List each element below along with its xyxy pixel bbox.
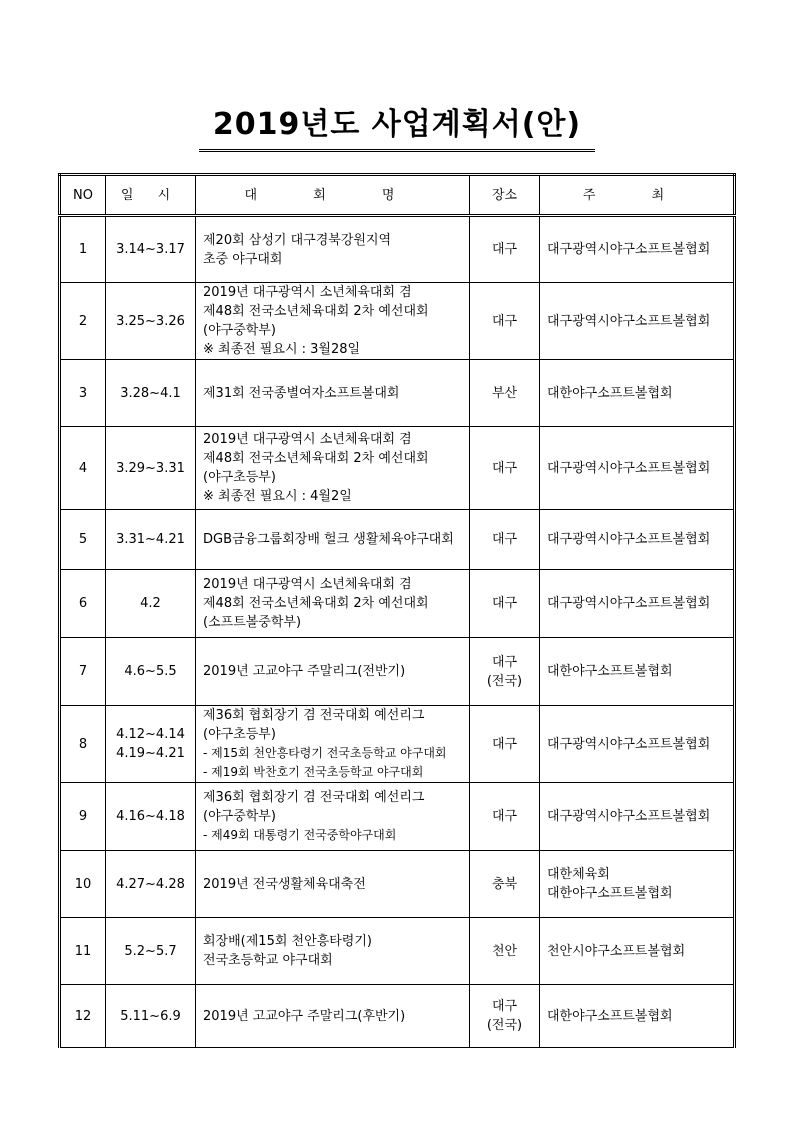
- row-event-line: 2019년 대구광역시 소년체육대회 겸: [203, 285, 412, 300]
- row-date: [106, 283, 196, 360]
- row-host: [540, 510, 735, 570]
- row-event: [196, 570, 470, 638]
- row-date: [106, 918, 196, 985]
- row-event-line: DGB금융그룹회장배 헐크 생활체육야구대회: [203, 532, 454, 547]
- row-date: [106, 427, 196, 510]
- row-event-line: 제31회 전국종별여자소프트볼대회: [203, 385, 400, 401]
- row-place-line: (전국): [486, 673, 523, 689]
- row-date-line: 3.28~4.1: [120, 385, 181, 401]
- row-event-line: 초중 야구대회: [203, 251, 283, 267]
- row-date-line: 5.11~6.9: [120, 1008, 181, 1024]
- row-date-line: 3.25~3.26: [116, 313, 185, 329]
- row-place: [470, 216, 540, 283]
- row-host-line: 대구광역시야구소프트볼협회: [547, 736, 711, 752]
- row-event: [196, 510, 470, 570]
- row-event-line: 2019년 고교야구 주말리그(전반기): [203, 664, 406, 679]
- page-title: 2019년도 사업계획서(안): [199, 105, 595, 152]
- row-date: [106, 706, 196, 783]
- row-event: [196, 985, 470, 1048]
- row-no: 9: [60, 783, 106, 851]
- row-event-line: 제36회 협회장기 겸 전국대회 예선리그: [203, 790, 425, 805]
- row-place-line: 대구: [491, 596, 518, 611]
- row-event: [196, 706, 470, 783]
- row-event: [196, 283, 470, 360]
- row-date: [106, 985, 196, 1048]
- table-row: [60, 570, 735, 638]
- row-no: 4: [60, 427, 106, 510]
- row-event: [196, 360, 470, 427]
- row-event: [196, 216, 470, 283]
- table-row: [60, 918, 735, 985]
- row-place: [470, 851, 540, 918]
- row-event-line: 전국초등학교 야구대회: [203, 953, 333, 968]
- row-host: [540, 427, 735, 510]
- row-no: 10: [60, 851, 106, 918]
- row-host: [540, 360, 735, 427]
- row-host-line: 대한야구소프트볼협회: [547, 664, 673, 679]
- row-host: [540, 851, 735, 918]
- row-event-line: 제48회 전국소년체육대회 2차 예선대회: [203, 596, 429, 611]
- row-place: [470, 918, 540, 985]
- row-place: [470, 510, 540, 570]
- row-event: [196, 638, 470, 706]
- row-event-line: - 제15회 천안흥타령기 전국초등학교 야구대회: [203, 746, 447, 760]
- row-place-line: 대구: [491, 999, 518, 1014]
- row-host: [540, 570, 735, 638]
- row-place-line: 대구: [491, 809, 518, 824]
- row-host: [540, 918, 735, 985]
- row-event-line: 2019년 고교야구 주말리그(후반기): [203, 1008, 406, 1024]
- row-place: [470, 283, 540, 360]
- row-event: [196, 783, 470, 851]
- row-no: 8: [60, 706, 106, 783]
- row-host-line: 대구광역시야구소프트볼협회: [547, 313, 711, 329]
- row-host: [540, 638, 735, 706]
- row-event: [196, 427, 470, 510]
- row-event-line: 제48회 전국소년체육대회 2차 예선대회: [203, 451, 429, 466]
- row-event-line: (야구초등부): [203, 470, 276, 485]
- row-place: [470, 783, 540, 851]
- row-event-line: (야구초등부): [203, 727, 276, 742]
- table-row: [60, 706, 735, 783]
- row-event-line: (야구중학부): [203, 323, 276, 338]
- table-row: [60, 360, 735, 427]
- header-no: NO: [60, 175, 106, 216]
- schedule-table: [58, 173, 736, 1048]
- row-event-line: 제36회 협회장기 겸 전국대회 예선리그: [203, 708, 425, 723]
- row-no: 2: [60, 283, 106, 360]
- row-host: [540, 985, 735, 1048]
- row-event-line: 제48회 전국소년체육대회 2차 예선대회: [203, 304, 429, 319]
- table-row: [60, 638, 735, 706]
- row-no: 6: [60, 570, 106, 638]
- row-place-line: 대구: [491, 654, 518, 670]
- row-place-line: 부산: [491, 385, 518, 401]
- row-date: [106, 783, 196, 851]
- row-date: [106, 570, 196, 638]
- row-event-line: 2019년 대구광역시 소년체육대회 겸: [203, 577, 412, 592]
- row-place: [470, 638, 540, 706]
- row-date: [106, 360, 196, 427]
- row-host: [540, 783, 735, 851]
- row-date-line: 3.14~3.17: [116, 242, 185, 257]
- row-place-line: 대구: [491, 242, 518, 257]
- row-no: 12: [60, 985, 106, 1048]
- row-place: [470, 706, 540, 783]
- row-event-line: 2019년 전국생활체육대축전: [203, 876, 366, 892]
- row-event-line: - 제49회 대통령기 전국중학야구대회: [203, 828, 397, 842]
- row-event-line: - 제19회 박찬호기 전국초등학교 야구대회: [203, 765, 424, 779]
- row-date-line: 4.2: [140, 596, 161, 611]
- row-date: [106, 510, 196, 570]
- row-no: 3: [60, 360, 106, 427]
- row-no: 11: [60, 918, 106, 985]
- row-host-line: 대한야구소프트볼협회: [547, 886, 673, 901]
- table-row: [60, 783, 735, 851]
- header-date: 일 시: [106, 175, 196, 216]
- row-event-line: 회장배(제15회 천안흥타령기): [203, 934, 372, 949]
- row-date-line: 3.29~3.31: [116, 460, 185, 476]
- header-place: 장소: [470, 175, 540, 216]
- row-host-line: 대구광역시야구소프트볼협회: [547, 596, 711, 611]
- row-host-line: 대구광역시야구소프트볼협회: [547, 242, 711, 257]
- row-host-line: 대한체육회: [547, 867, 610, 882]
- row-place-line: 대구: [491, 532, 518, 547]
- row-place-line: 대구: [491, 460, 518, 476]
- row-no: 1: [60, 216, 106, 283]
- row-place: [470, 570, 540, 638]
- row-event-line: 제20회 삼성기 대구경북강원지역: [203, 232, 392, 248]
- row-date-line: 4.16~4.18: [116, 809, 185, 824]
- row-event: [196, 851, 470, 918]
- row-event-line: 2019년 대구광역시 소년체육대회 겸: [203, 432, 412, 447]
- row-no: 7: [60, 638, 106, 706]
- row-host: [540, 706, 735, 783]
- table-row: [60, 851, 735, 918]
- row-date-line: 3.31~4.21: [116, 532, 185, 547]
- table-row: [60, 216, 735, 283]
- table-row: [60, 283, 735, 360]
- row-date-line: 4.27~4.28: [116, 876, 185, 892]
- table-row: [60, 985, 735, 1048]
- row-event-line: ※ 최종전 필요시 : 3월28일: [203, 342, 361, 357]
- row-date-line: 4.12~4.14: [116, 727, 185, 742]
- row-place-line: (전국): [486, 1018, 523, 1033]
- header-host: 주 최: [540, 175, 735, 216]
- row-host-line: 천안시야구소프트볼협회: [547, 943, 686, 959]
- row-date: [106, 638, 196, 706]
- row-event-line: ※ 최종전 필요시 : 4월2일: [203, 489, 352, 504]
- table-row: [60, 510, 735, 570]
- row-date-line: 4.6~5.5: [124, 664, 177, 679]
- row-place: [470, 985, 540, 1048]
- row-place: [470, 427, 540, 510]
- row-date-line: 5.2~5.7: [124, 943, 177, 959]
- row-place-line: 천안: [491, 943, 518, 959]
- row-date: [106, 216, 196, 283]
- row-place-line: 대구: [491, 313, 518, 329]
- row-place: [470, 360, 540, 427]
- header-event: 대 회 명: [196, 175, 470, 216]
- row-host-line: 대구광역시야구소프트볼협회: [547, 809, 711, 824]
- table-header-row: [60, 175, 735, 216]
- row-host-line: 대한야구소프트볼협회: [547, 1008, 673, 1024]
- row-event-line: (소프트볼중학부): [203, 615, 302, 630]
- row-date: [106, 851, 196, 918]
- row-host-line: 대한야구소프트볼협회: [547, 385, 673, 401]
- row-host: [540, 283, 735, 360]
- row-event: [196, 918, 470, 985]
- row-host-line: 대구광역시야구소프트볼협회: [547, 532, 711, 547]
- row-host: [540, 216, 735, 283]
- table-row: [60, 427, 735, 510]
- row-event-line: (야구중학부): [203, 809, 276, 824]
- row-host-line: 대구광역시야구소프트볼협회: [547, 460, 711, 476]
- row-place-line: 대구: [491, 736, 518, 752]
- row-date-line: 4.19~4.21: [116, 746, 185, 761]
- row-no: 5: [60, 510, 106, 570]
- row-place-line: 충북: [491, 876, 518, 892]
